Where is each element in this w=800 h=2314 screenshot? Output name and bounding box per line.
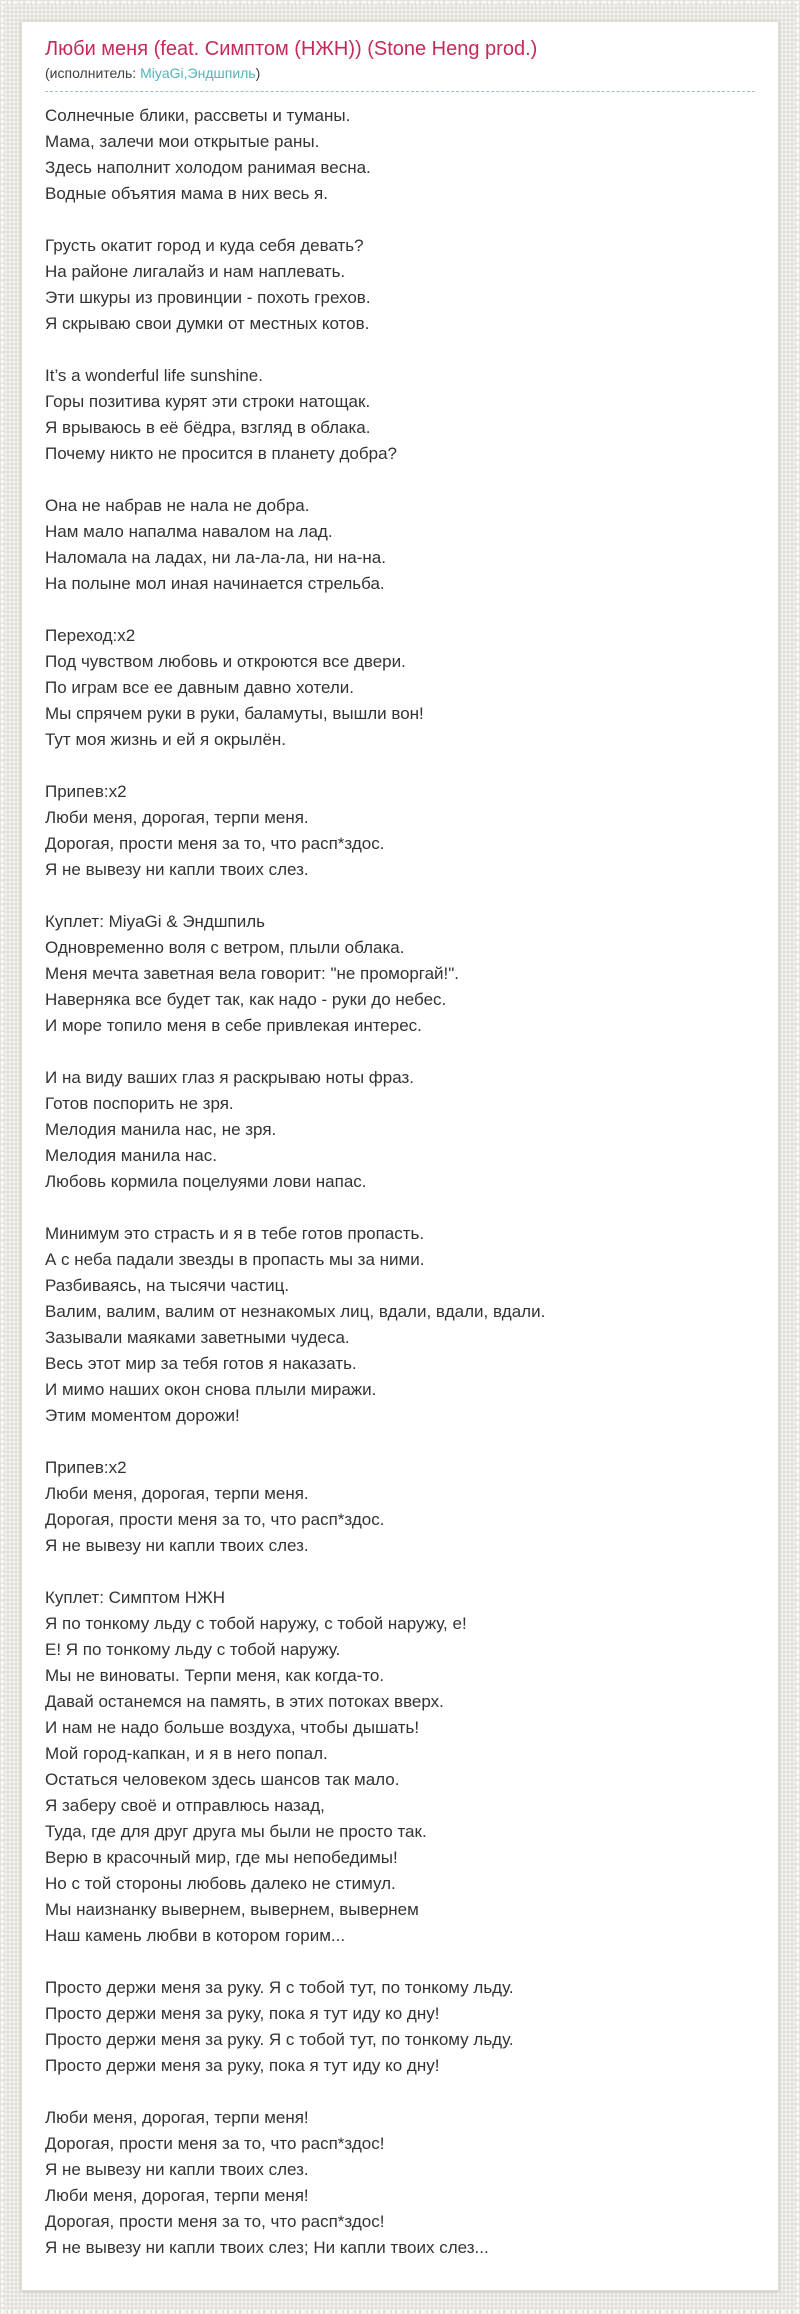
- lyric-blank-line: [45, 1429, 755, 1455]
- lyric-blank-line: [45, 1559, 755, 1585]
- lyric-blank-line: [45, 883, 755, 909]
- lyric-line: Мы спрячем руки в руки, баламуты, вышли вон!: [45, 704, 424, 723]
- lyric-line: Я врываюсь в её бёдра, взгляд в облака.: [45, 418, 371, 437]
- lyric-line: Я не вывезу ни капли твоих слез; Ни капли твоих слез...: [45, 2238, 489, 2257]
- lyric-line: Верю в красочный мир, где мы непобедимы!: [45, 1848, 398, 1867]
- song-title: Люби меня (feat. Симптом (НЖН)) (Stone Heng prod.): [45, 38, 538, 60]
- lyric-line: Наш камень любви в котором горим...: [45, 1926, 346, 1945]
- lyric-line: Просто держи меня за руку. Я с тобой тут, по тонкому льду.: [45, 2030, 514, 2049]
- lyric-line: Этим моментом дорожи!: [45, 1406, 240, 1425]
- lyric-line: Мелодия манила нас, не зря.: [45, 1120, 277, 1139]
- lyric-line: Люби меня, дорогая, терпи меня.: [45, 808, 309, 827]
- lyric-blank-line: [45, 2079, 755, 2105]
- performer-line: [45, 64, 755, 92]
- lyric-line: Нам мало напалма навалом на лад.: [45, 522, 333, 541]
- lyric-line: Я заберу своё и отправлюсь назад,: [45, 1796, 325, 1815]
- lyric-line: Я скрываю свои думки от местных котов.: [45, 314, 370, 333]
- lyric-blank-line: [45, 337, 755, 363]
- lyric-line: Весь этот мир за тебя готов я наказать.: [45, 1354, 357, 1373]
- lyric-line: Я не вывезу ни капли твоих слез.: [45, 2160, 309, 2179]
- lyric-line: Е! Я по тонкому льду с тобой наружу.: [45, 1640, 341, 1659]
- lyric-line: На районе лигалайз и нам наплевать.: [45, 262, 346, 281]
- lyric-line: Мы не виноваты. Терпи меня, как когда-то.: [45, 1666, 385, 1685]
- lyric-line: Люби меня, дорогая, терпи меня.: [45, 1484, 309, 1503]
- lyric-line: Просто держи меня за руку, пока я тут иду ко дну!: [45, 2056, 440, 2075]
- lyric-line: Дорогая, прости меня за то, что расп*здос!: [45, 2212, 385, 2231]
- lyric-line: Грусть окатит город и куда себя девать?: [45, 236, 364, 255]
- lyric-line: Мама, залечи мои открытые раны.: [45, 132, 320, 151]
- lyric-line: Зазывали маяками заветными чудеса.: [45, 1328, 350, 1347]
- lyric-line: Минимум это страсть и я в тебе готов пропасть.: [45, 1224, 425, 1243]
- lyric-blank-line: [45, 597, 755, 623]
- lyric-line: Но с той стороны любовь далеко не стимул.: [45, 1874, 396, 1893]
- lyric-line: Мелодия манила нас.: [45, 1146, 217, 1165]
- lyrics-sheet: [21, 21, 779, 2291]
- lyric-line: На полыне мол иная начинается стрельба.: [45, 574, 385, 593]
- lyric-line: Просто держи меня за руку, пока я тут иду ко дну!: [45, 2004, 440, 2023]
- lyric-line: А с неба падали звезды в пропасть мы за ними.: [45, 1250, 425, 1269]
- lyric-line: Мы наизнанку вывернем, вывернем, вывернем: [45, 1900, 419, 1919]
- lyric-line: Здесь наполнит холодом ранимая весна.: [45, 158, 371, 177]
- lyric-line: Наверняка все будет так, как надо - руки до небес.: [45, 990, 447, 1009]
- lyrics-text: [45, 103, 755, 2261]
- lyric-line: Валим, валим, валим от незнакомых лиц, вдали, вдали, вдали.: [45, 1302, 546, 1321]
- performer-separator: ,: [183, 65, 188, 81]
- lyric-line: Тут моя жизнь и ей я окрылён.: [45, 730, 287, 749]
- lyric-blank-line: [45, 753, 755, 779]
- lyric-line: Мой город-капкан, и я в него попал.: [45, 1744, 328, 1763]
- lyric-line: Водные объятия мама в них весь я.: [45, 184, 328, 203]
- lyric-line: Дорогая, прости меня за то, что расп*здос.: [45, 1510, 385, 1529]
- lyric-line: Туда, где для друг друга мы были не просто так.: [45, 1822, 427, 1841]
- lyric-blank-line: [45, 1949, 755, 1975]
- lyric-line: И на виду ваших глаз я раскрываю ноты фраз.: [45, 1068, 414, 1087]
- lyric-blank-line: [45, 207, 755, 233]
- lyric-line: Дорогая, прости меня за то, что расп*здос!: [45, 2134, 385, 2153]
- lyric-line: Остаться человеком здесь шансов так мало.: [45, 1770, 400, 1789]
- lyric-blank-line: [45, 1195, 755, 1221]
- lyric-blank-line: [45, 1039, 755, 1065]
- lyric-line: Люби меня, дорогая, терпи меня!: [45, 2186, 309, 2205]
- lyric-line: Люби меня, дорогая, терпи меня!: [45, 2108, 309, 2127]
- performer-close-paren: ): [255, 65, 261, 81]
- lyric-line: Солнечные блики, рассветы и туманы.: [45, 106, 351, 125]
- lyric-line: Горы позитива курят эти строки натощак.: [45, 392, 371, 411]
- performer-link-endshpil[interactable]: Эндшпиль: [187, 65, 256, 81]
- lyric-line: Под чувством любовь и откроются все двери.: [45, 652, 406, 671]
- lyric-line: Меня мечта заветная вела говорит: "не проморгай!".: [45, 964, 460, 983]
- lyric-line: Эти шкуры из провинции - похоть грехов.: [45, 288, 371, 307]
- lyric-line: Любовь кормила поцелуями лови напас.: [45, 1172, 367, 1191]
- lyric-line: Куплет: Симптом НЖН: [45, 1588, 226, 1607]
- lyric-line: И море топило меня в себе привлекая интерес.: [45, 1016, 422, 1035]
- lyric-line: Она не набрав не нала не добра.: [45, 496, 310, 515]
- lyric-line: Наломала на ладах, ни ла-ла-ла, ни на-на.: [45, 548, 386, 567]
- lyric-line: Куплет: MiyaGi & Эндшпиль: [45, 912, 265, 931]
- lyric-line: Готов поспорить не зря.: [45, 1094, 234, 1113]
- lyric-line: Я не вывезу ни капли твоих слез.: [45, 1536, 309, 1555]
- lyric-line: И нам не надо больше воздуха, чтобы дышать!: [45, 1718, 420, 1737]
- lyric-line: Припев:x2: [45, 782, 127, 801]
- lyric-line: Переход:x2: [45, 626, 136, 645]
- lyric-line: Давай останемся на память, в этих потоках вверх.: [45, 1692, 444, 1711]
- lyric-line: Я не вывезу ни капли твоих слез.: [45, 860, 309, 879]
- lyric-line: Почему никто не просится в планету добра?: [45, 444, 397, 463]
- lyric-line: Разбиваясь, на тысячи частиц.: [45, 1276, 290, 1295]
- lyric-line: И мимо наших окон снова плыли миражи.: [45, 1380, 377, 1399]
- lyric-line: По играм все ее давным давно хотели.: [45, 678, 354, 697]
- lyric-line: Одновременно воля с ветром, плыли облака.: [45, 938, 405, 957]
- lyric-line: Дорогая, прости меня за то, что расп*здос.: [45, 834, 385, 853]
- performer-label: (исполнитель:: [45, 65, 137, 81]
- lyric-line: It’s a wonderful life sunshine.: [45, 366, 263, 385]
- lyric-blank-line: [45, 467, 755, 493]
- lyric-line: Припев:x2: [45, 1458, 127, 1477]
- lyric-line: Я по тонкому льду с тобой наружу, с тобой наружу, е!: [45, 1614, 467, 1633]
- performer-link-miyagi[interactable]: MiyaGi: [140, 65, 184, 81]
- lyric-line: Просто держи меня за руку. Я с тобой тут, по тонкому льду.: [45, 1978, 514, 1997]
